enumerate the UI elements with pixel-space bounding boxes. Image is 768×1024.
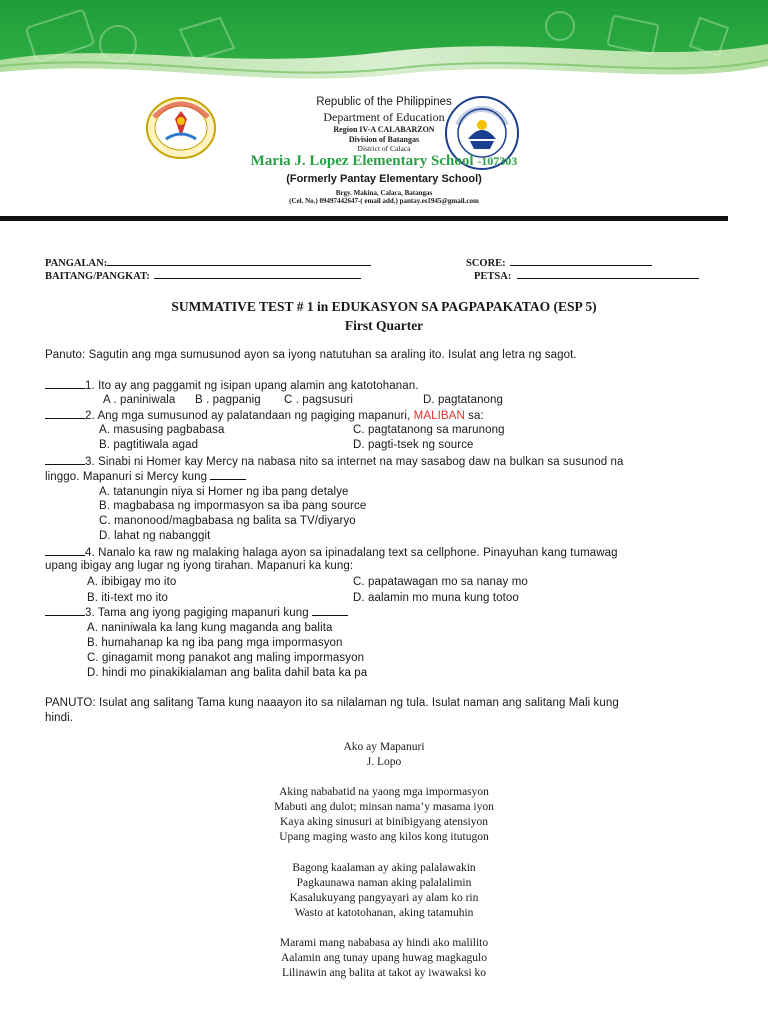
division-line: Division of Batangas xyxy=(348,135,420,144)
date-label: PETSA: xyxy=(474,271,512,282)
directions-2: PANUTO: Isulat ang salitang Tama kung naaayon ito sa nilalaman ng tula. Isulat naman ang salitang Mali kung xyxy=(45,697,619,709)
school-id: -107303 xyxy=(477,154,518,168)
poem-title: Ako ay Mapanuri xyxy=(343,741,425,753)
q1-choice-c: C . pagsusuri xyxy=(284,394,354,406)
question-2-text: 2. Ang mga sumusunod ay palatandaan ng pagiging mapanuri, xyxy=(85,410,414,422)
answer-blank-2[interactable] xyxy=(45,409,85,419)
school-name xyxy=(0,153,768,170)
score-field xyxy=(466,257,652,269)
district-line: District of Calaca xyxy=(357,144,411,153)
poem-author: J. Lopo xyxy=(366,756,402,768)
q5-choice-c: C. ginagamit mong panakot ang maling impormasyon xyxy=(87,652,365,664)
poem-line: Mabuti ang dulot; minsan nama’y masama iyon xyxy=(274,801,494,813)
question-4-line2: upang ibigay ang lugar ng iyong tirahan. Mapanuri ka kung: xyxy=(45,560,354,572)
question-5-text: 3. Tama ang iyong pagiging mapanuri kung xyxy=(85,607,309,619)
inline-blank-3[interactable] xyxy=(210,470,246,480)
school-address: Brgy. Makina, Calaca, Batangas xyxy=(335,189,433,197)
poem-line: Bagong kaalaman ay aking palalawakin xyxy=(292,862,476,874)
score-label: SCORE: xyxy=(466,258,506,269)
test-subtitle: First Quarter xyxy=(344,318,424,333)
question-2 xyxy=(45,409,484,422)
q2-choice-c: C. pagtatanong sa marunong xyxy=(353,424,505,436)
q4-choice-d: D. aalamin mo muna kung totoo xyxy=(353,592,519,604)
q1-choice-d: D. pagtatanong xyxy=(423,394,504,406)
q3-choice-c: C. manonood/magbabasa ng balita sa TV/diyaryo xyxy=(99,515,356,527)
green-wave-banner xyxy=(0,0,768,96)
date-field xyxy=(474,270,699,282)
q4-choice-b: B. iti-text mo ito xyxy=(87,592,169,604)
q5-choice-b: B. humahanap ka ng iba pang mga impormasyon xyxy=(87,637,343,649)
question-4 xyxy=(45,546,618,559)
q5-choice-d: D. hindi mo pinakikialaman ang balita dahil bata ka pa xyxy=(87,667,368,679)
poem-line: Marami mang nababasa ay hindi ako malilito xyxy=(279,937,489,949)
school-name-text: Maria J. Lopez Elementary School xyxy=(250,153,474,169)
grade-label: BAITANG/PANGKAT: xyxy=(45,271,150,282)
date-blank[interactable] xyxy=(517,270,699,279)
directions-1: Panuto: Sagutin ang mga sumusunod ayon sa iyong natutuhan sa araling ito. Isulat ang letra ng sagot. xyxy=(45,349,577,361)
department-line: Department of Education xyxy=(323,110,445,124)
question-2-suffix: sa: xyxy=(464,410,484,422)
grade-blank[interactable] xyxy=(154,270,361,279)
republic-line: Republic of the Philippines xyxy=(316,96,452,108)
header-banner xyxy=(0,0,768,96)
answer-blank-1[interactable] xyxy=(45,379,85,389)
q4-choice-c: C. papatawagan mo sa nanay mo xyxy=(353,576,528,588)
former-name: (Formerly Pantay Elementary School) xyxy=(286,173,482,185)
poem-line: Aalamin ang tunay upang huwag magkagulo xyxy=(281,952,487,964)
school-contact: (Cel. No.) 09497442647-( email add.) pantay.es1945@gmail.com xyxy=(289,197,479,205)
question-5 xyxy=(45,606,348,619)
name-label: PANGALAN: xyxy=(45,258,108,269)
poem-line: Kaya aking sinusuri at binibigyang atensiyon xyxy=(280,816,488,828)
q1-choice-b: B . pagpanig xyxy=(195,394,261,406)
answer-blank-4[interactable] xyxy=(45,546,85,556)
q3-choice-a: A. tatanungin niya si Homer ng iba pang detalye xyxy=(99,486,349,498)
name-blank[interactable] xyxy=(107,257,371,266)
q2-choice-a: A. masusing pagbabasa xyxy=(99,424,225,436)
directions-2-line2: hindi. xyxy=(45,712,74,724)
header-divider xyxy=(0,216,728,221)
q1-choice-a: A . paniniwala xyxy=(103,394,176,406)
poem-line: Wasto at katotohanan, aking tatamuhin xyxy=(294,907,474,919)
poem-line: Pagkaunawa naman aking palalalimin xyxy=(296,877,472,889)
question-4-text: 4. Nanalo ka raw ng malaking halaga ayon sa ipinadalang text sa cellphone. Pinayuhan kang tumawag xyxy=(85,547,618,559)
q2-choice-b: B. pagtitiwala agad xyxy=(99,439,199,451)
answer-blank-5[interactable] xyxy=(45,606,85,616)
maliban-emphasis: MALIBAN xyxy=(413,410,465,422)
question-3-line2: linggo. Mapanuri si Mercy kung xyxy=(45,471,208,483)
answer-blank-3[interactable] xyxy=(45,455,85,465)
poem-line: Upang maging wasto ang kilos kong itutugon xyxy=(279,831,489,843)
name-field xyxy=(45,257,371,269)
question-1 xyxy=(45,379,419,392)
grade-field xyxy=(45,270,361,282)
question-3-text: 3. Sinabi ni Homer kay Mercy na nabasa nito sa internet na may sasabog daw na bulkan sa susunod na xyxy=(85,456,624,468)
q2-choice-d: D. pagti-tsek ng source xyxy=(353,439,474,451)
poem-line: Lilinawin ang balita at takot ay iwawaksi ko xyxy=(281,967,487,979)
question-1-text: 1. Ito ay ang paggamit ng isipan upang alamin ang katotohanan. xyxy=(85,380,419,392)
question-3-continued xyxy=(45,470,246,483)
q4-choice-a: A. ibibigay mo ito xyxy=(87,576,177,588)
region-line: Region IV-A CALABARZON xyxy=(333,125,435,134)
q3-choice-b: B. magbabasa ng impormasyon sa iba pang source xyxy=(99,500,367,512)
test-title: SUMMATIVE TEST # 1 in EDUKASYON SA PAGPAPAKATAO (ESP 5) xyxy=(171,299,597,314)
inline-blank-5[interactable] xyxy=(312,606,348,616)
q3-choice-d: D. lahat ng nabanggit xyxy=(99,530,211,542)
score-blank[interactable] xyxy=(510,257,652,266)
poem-line: Kasalukuyang pangyayari ay alam ko rin xyxy=(289,892,479,904)
question-3 xyxy=(45,455,623,468)
poem-line: Aking nababatid na yaong mga impormasyon xyxy=(279,786,489,798)
q5-choice-a: A. naniniwala ka lang kung maganda ang balita xyxy=(87,622,333,634)
